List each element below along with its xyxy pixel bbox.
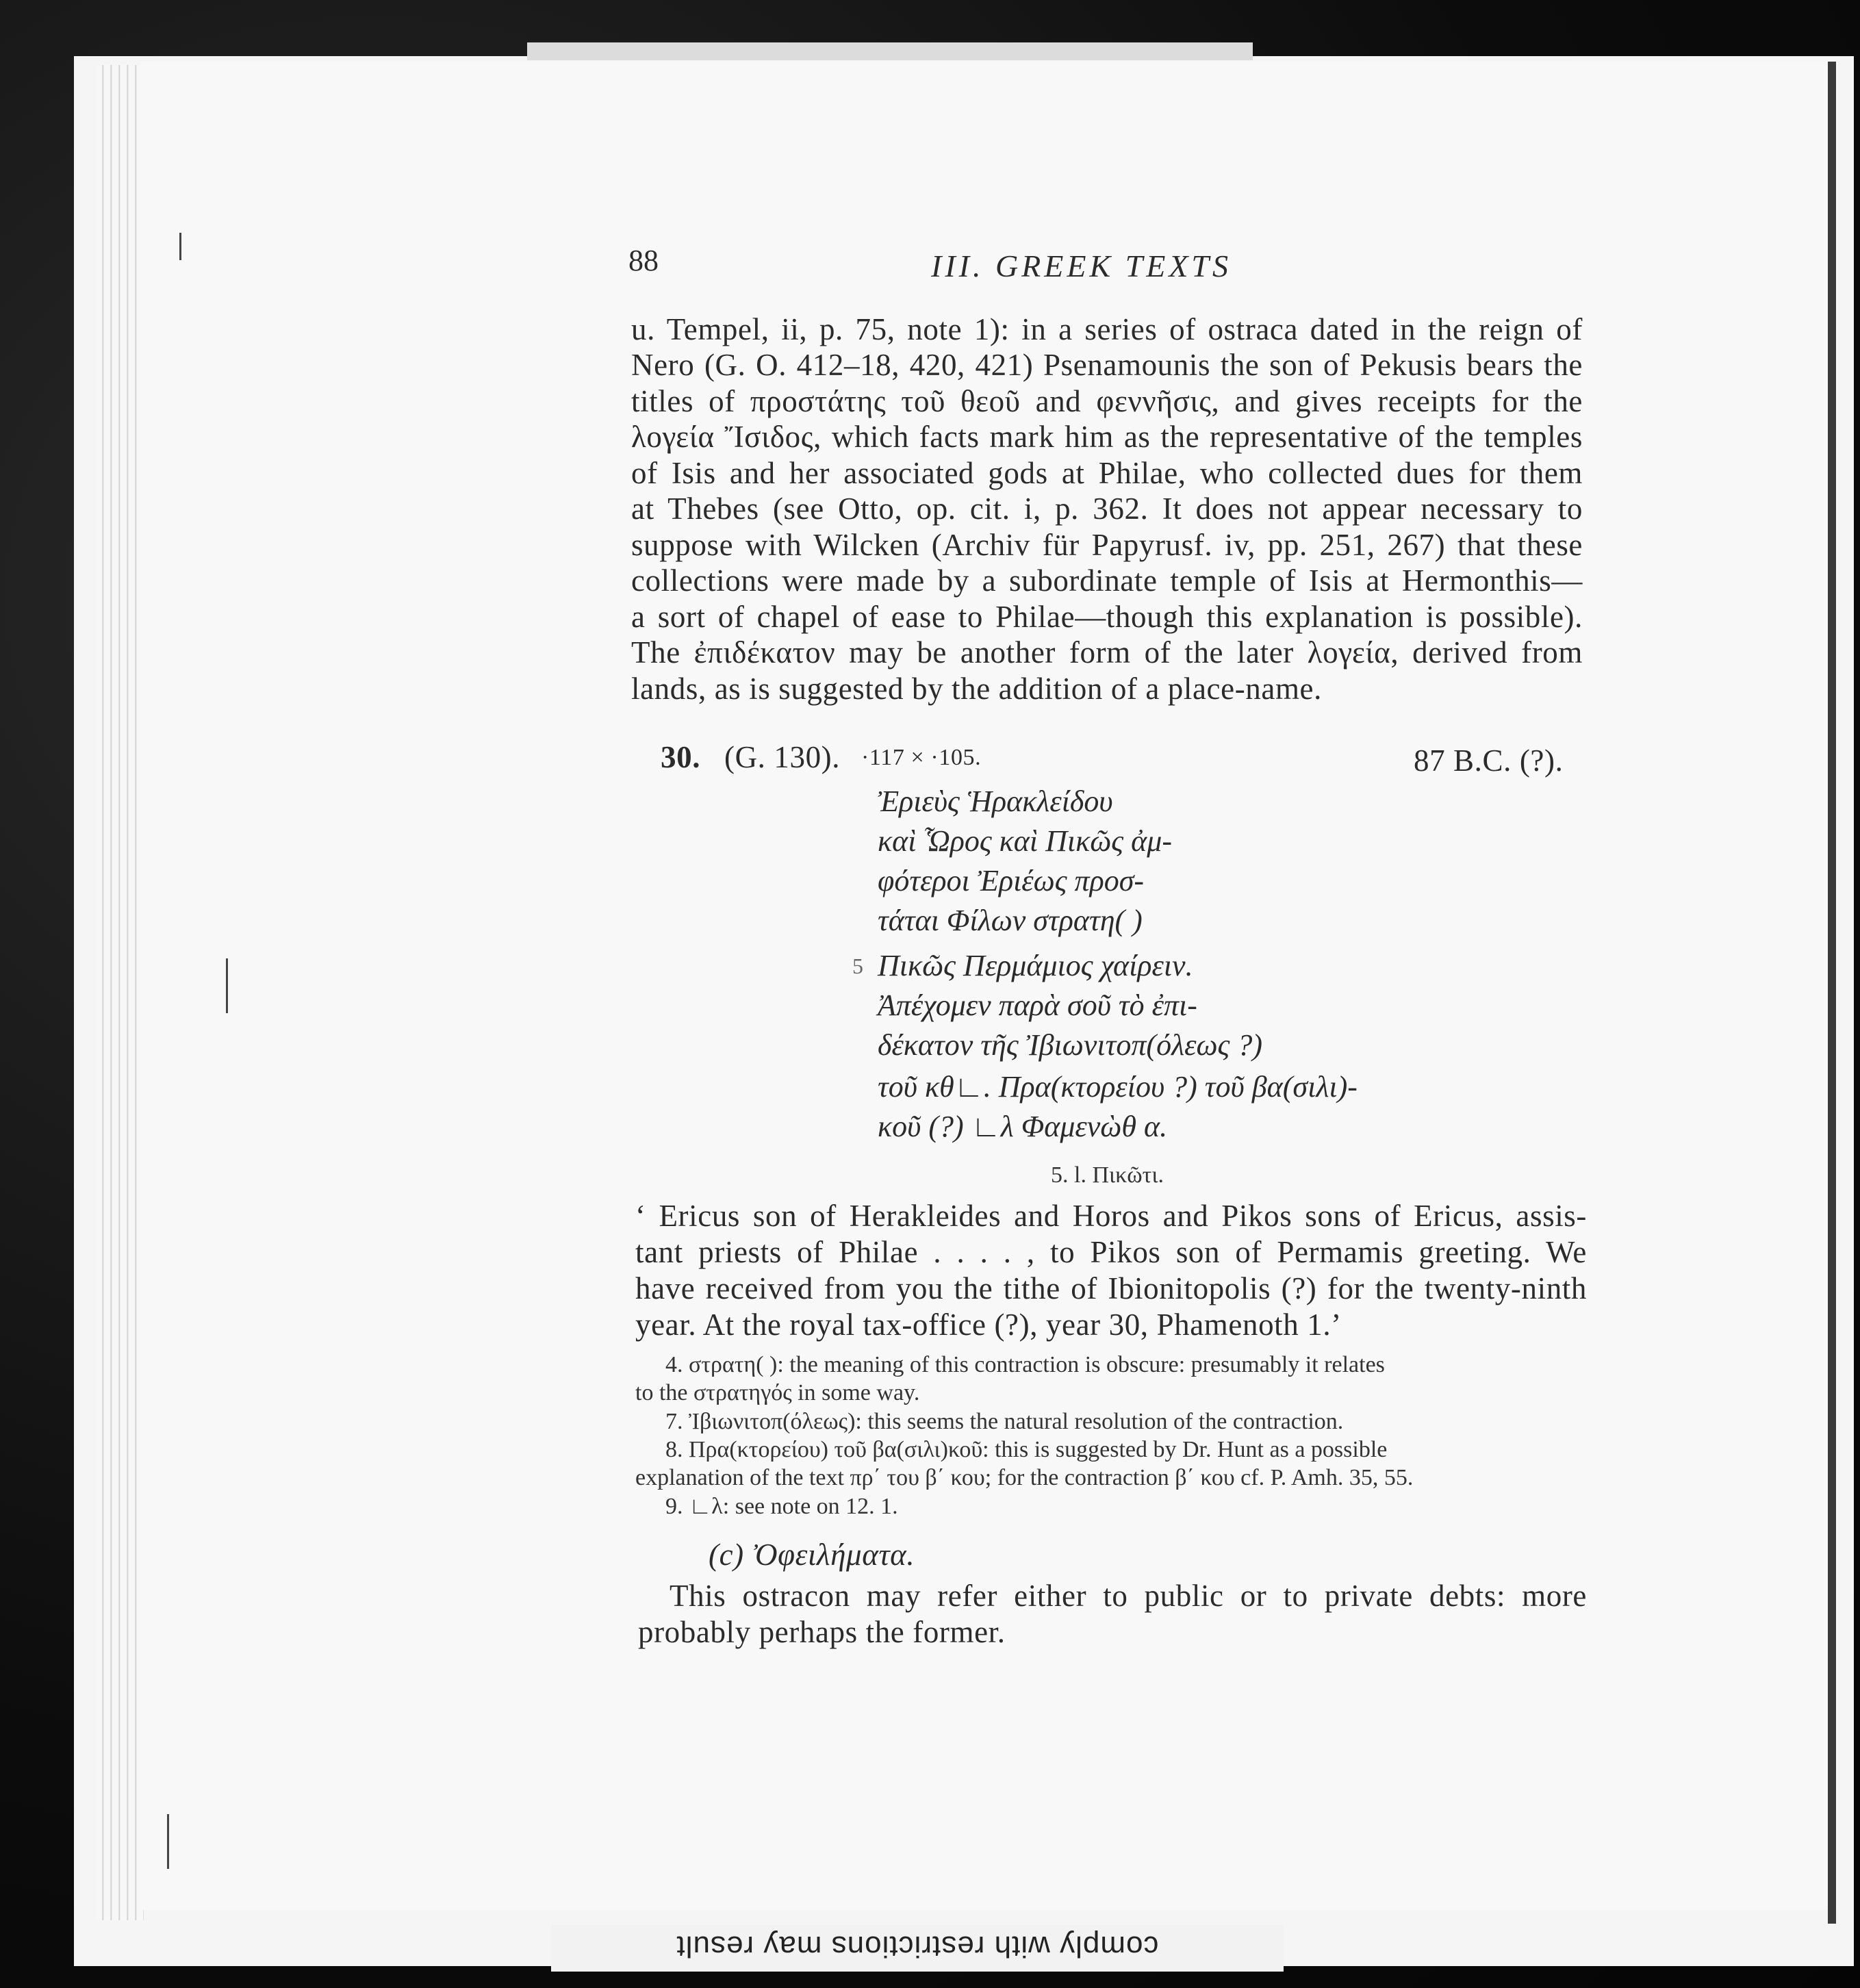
section-line: This ostracon may refer either to public or to private debts: more [670, 1579, 1587, 1613]
intro-line: The ἐπιδέκατον may be another form of the later λογεία, derived from [631, 635, 1583, 670]
note-line: explanation of the text πρ΄ του β΄ κου; for the contraction β΄ κου cf. P. Amh. 35, 55. [635, 1465, 1414, 1490]
greek-line: Ἀπέχομεν παρὰ σοῦ τὸ ἐπι- [878, 989, 1197, 1022]
page-number: 88 [628, 244, 659, 277]
greek-line: Πικῶς Περμάμιος χαίρειν. [878, 949, 1193, 982]
intro-line: suppose with Wilcken (Archiv für Papyrusf. iv, pp. 251, 267) that these [631, 528, 1583, 562]
margin-mark [167, 1814, 169, 1869]
page-stack-edge [96, 65, 144, 1920]
greek-line: δέκατον τῆς Ἰβιωνιτοπ(όλεως ?) [878, 1028, 1263, 1062]
intro-line: Nero (G. O. 412–18, 420, 421) Psenamounis the son of Pekusis bears the [631, 348, 1583, 382]
intro-line: of Isis and her associated gods at Philae, who collected dues for them [631, 456, 1583, 490]
intro-line: λογεία Ἴσιδος, which facts mark him as the representative of the temples [631, 420, 1583, 454]
translation-line: ‘ Ericus son of Herakleides and Horos and Pikos sons of Ericus, assis- [635, 1199, 1587, 1233]
greek-line-number: 5 [852, 954, 863, 978]
note-line: 4. στρατη( ): the meaning of this contraction is obscure: presumably it relates [665, 1352, 1385, 1377]
intro-line: lands, as is suggested by the addition of a place-name. [631, 672, 1322, 706]
entry-size: ·117 × ·105. [861, 745, 982, 770]
apparatus-note: 5. l. Πικῶτι. [1051, 1162, 1164, 1188]
page-right-edge [1828, 62, 1836, 1924]
top-strip [527, 42, 1253, 60]
translation-line: year. At the royal tax-office (?), year 30, Phamenoth 1.’ [635, 1308, 1342, 1342]
greek-line: τοῦ κθ∟. Πρα(κτορείου ?) τοῦ βα(σιλι)- [878, 1070, 1358, 1104]
section-line: probably perhaps the former. [638, 1615, 1006, 1649]
intro-line: titles of προστάτης τοῦ θεοῦ and φεννῆσις, and gives receipts for the [631, 384, 1583, 418]
greek-line: τάται Φίλων στρατη( ) [878, 904, 1143, 937]
margin-mark [226, 958, 228, 1013]
entry-ref: (G. 130). [724, 740, 841, 774]
margin-mark [179, 233, 181, 260]
note-line: to the στρατηγός in some way. [635, 1380, 920, 1405]
greek-line: φότεροι Ἐριέως προσ- [878, 864, 1145, 897]
bottom-stamp-text: comply with restrictions may result [676, 1930, 1159, 1963]
intro-line: u. Tempel, ii, p. 75, note 1): in a series of ostraca dated in the reign of [631, 312, 1583, 346]
intro-line: a sort of chapel of ease to Philae—though this explanation is possible). [631, 600, 1583, 634]
translation-line: tant priests of Philae . . . . , to Pikos son of Permamis greeting. We [635, 1235, 1587, 1269]
intro-line: at Thebes (see Otto, op. cit. i, p. 362. It does not appear necessary to [631, 492, 1583, 526]
intro-line: collections were made by a subordinate temple of Isis at Hermonthis— [631, 563, 1583, 598]
translation-line: have received from you the tithe of Ibionitopolis (?) for the twenty-ninth [635, 1271, 1587, 1305]
note-line: 7. Ἰβιωνιτοπ(όλεως): this seems the natural resolution of the contraction. [665, 1409, 1344, 1434]
greek-line: καὶ Ὧρος καὶ Πικῶς ἀμ- [878, 824, 1172, 858]
entry-date: 87 B.C. (?). [1414, 743, 1564, 778]
note-line: 8. Πρα(κτορείου) τοῦ βα(σιλι)κοῦ: this is suggested by Dr. Hunt as a possible [665, 1437, 1388, 1462]
greek-line: κοῦ (?) ∟λ Φαμενὼθ α. [878, 1110, 1168, 1143]
note-line: 9. ∟λ: see note on 12. 1. [665, 1494, 898, 1519]
running-title: III. GREEK TEXTS [931, 248, 1232, 283]
entry-number: 30. [661, 740, 701, 774]
bottom-stamp-strip [551, 1925, 1284, 1972]
section-heading: (c) Ὀφειλήματα. [709, 1538, 915, 1572]
greek-line: Ἐριεὺς Ἡρακλείδου [878, 785, 1113, 818]
